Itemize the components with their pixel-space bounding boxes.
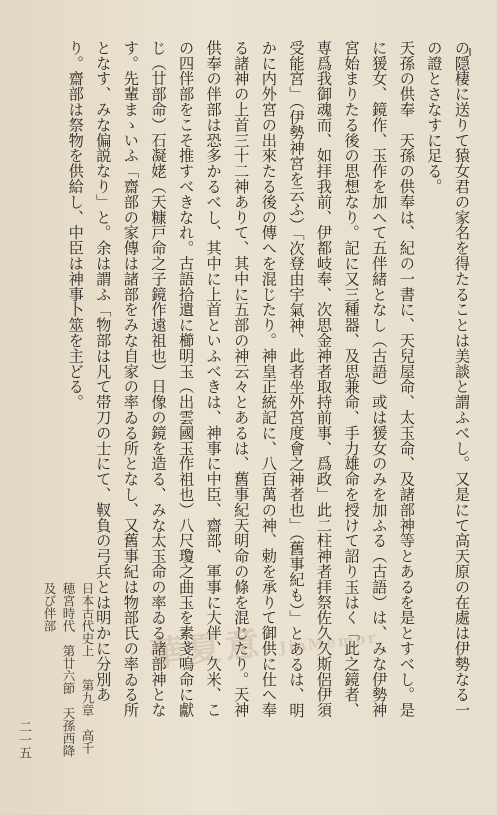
paragraph-1: の隠棲に送りて猿女君の家名を得たることは美談と謂ふべし。又是にて高天原の在處は伊勢なる一の證とさなすに足る。 bbox=[425, 40, 471, 718]
book-title: 日本古代史上 bbox=[80, 582, 95, 657]
chapter-title: 第九章 高千穂宮時代 第廿六節 天孫西降及び伴部 bbox=[42, 582, 95, 757]
page-number: 二一五 bbox=[16, 720, 31, 759]
watermark-text: 華夏意 bbox=[147, 623, 266, 676]
watermark-sub: JiaMemor bbox=[278, 628, 379, 657]
paragraph-2: 天孫の供奉 天孫の供奉は、紀の一書に、天兒屋命、太玉命、及諸部神等とあるを是とすべし。是に猨女、鏡作、玉作を加へて五伴緒となし（古語）或は猨女のみを加ふる（古語）は、みな伊勢神宮始まりたる後の思想なり。記に又三種器、及思兼命、手力雄命を授けて詔り玉はく「此之鏡者、専爲我御魂而、如拝我前、伊都岐奉、次思金神者取持前事、爲政」此二柱神者拝祭佐久久斯侶伊須受能宮」（伊勢神宮を云ふ）「次登由宇氣神、此者坐外宮度會之神者也」（舊事紀も）」とあるは、明かに内外宮の出來たる後の傳へを混じたり。神皇正統記に、八百萬の神、勅を承りて御供に仕へ奉る諸神の上首三十二神ありて、其中に五部の神云々とあるは、舊事紀天明命の條を混じたり。天神供奉の伴部は恐多かるべし、其中に上首といふべきは、神事に中臣、齋部、軍事に大伴、久米、この四伴部をこそ推すべきなれ。古語拾遺に櫛明玉（出雲國玉作祖也）八尺瓊之曲玉を素戔嗚命に獻じ（廿部命）石凝姥（天糠戸命之子鏡作遠祖也）日像の鏡を造る、みな太玉命の率ゐる諸部神となす。先輩まゝいふ「齋部の家傳は諸部をみな自家の率ゐる所となし、又舊事紀は物部氏の率ゐる所となす、みな偏説なり」と。余は謂ふ「物部は凡て帯刀の士にて、靫負の弓兵とは明かに分別あり。齋部は祭物を供給し、中臣は神事卜筮を主どる。 bbox=[66, 40, 416, 718]
running-footer bbox=[40, 582, 97, 762]
